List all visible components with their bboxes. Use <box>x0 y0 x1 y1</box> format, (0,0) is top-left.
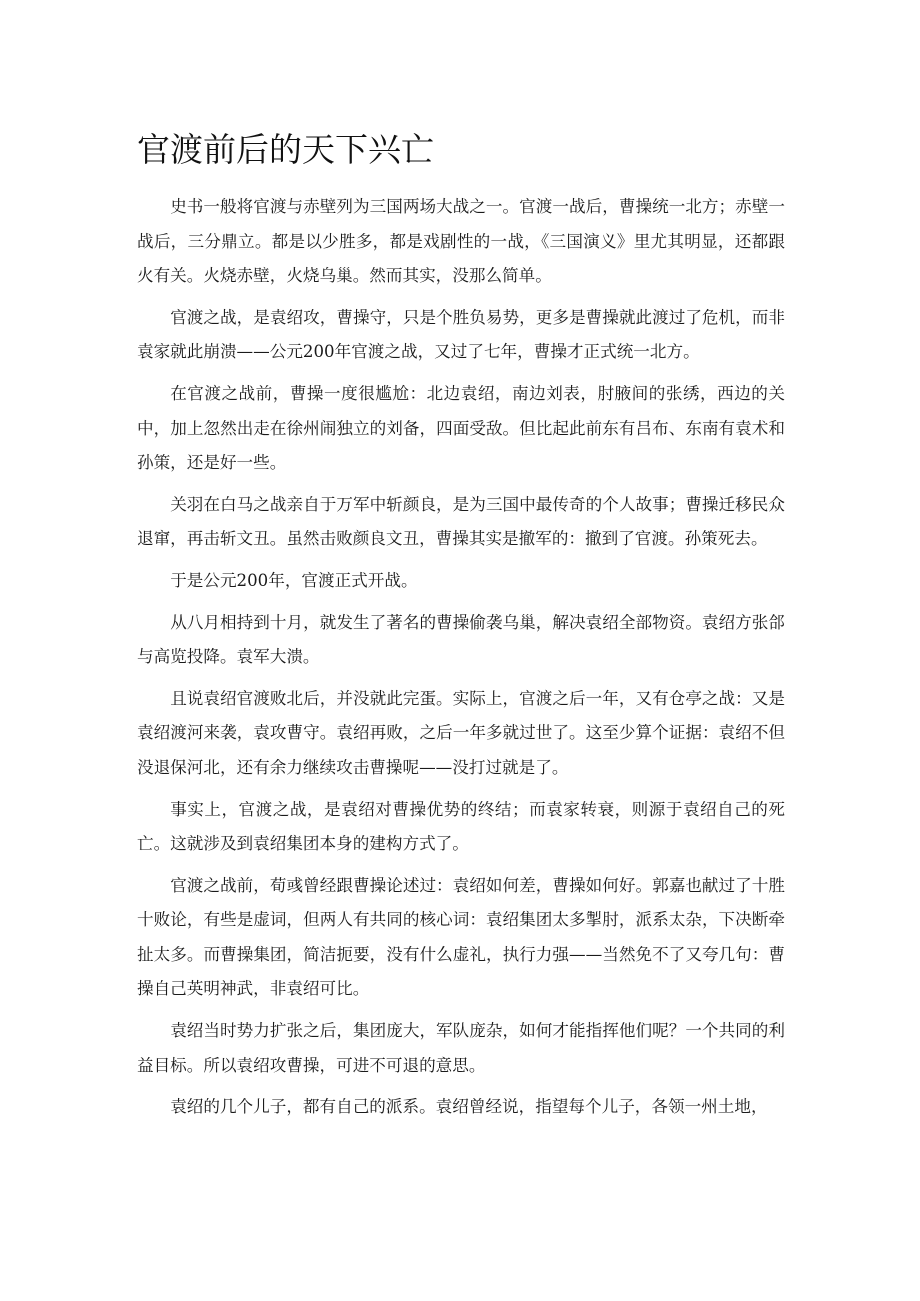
paragraph: 关羽在白马之战亲自于万军中斩颜良，是为三国中最传奇的个人故事；曹操迁移民众退窜，再击斩文丑。虽然击败颜良文丑，曹操其实是撤军的：撤到了官渡。孙策死去。 <box>137 494 785 549</box>
paragraph: 从八月相持到十月，就发生了著名的曹操偷袭乌巢，解决袁绍全部物资。袁绍方张郃与高览投降。袁军大溃。 <box>137 612 785 667</box>
paragraph: 官渡之战，是袁绍攻，曹操守，只是个胜负易势，更多是曹操就此渡过了危机，而非袁家就此崩溃——公元200年官渡之战，又过了七年，曹操才正式统一北方。 <box>137 307 785 362</box>
paragraph: 事实上，官渡之战，是袁绍对曹操优势的终结；而袁家转衰，则源于袁绍自己的死亡。这就涉及到袁绍集团本身的建构方式了。 <box>137 799 785 854</box>
paragraph: 在官渡之战前，曹操一度很尴尬：北边袁绍，南边刘表，肘腋间的张绣，西边的关中，加上忽然出走在徐州闹独立的刘备，四面受敌。但比起此前东有吕布、东南有袁术和孙策，还是好一些。 <box>137 383 785 473</box>
document-title: 官渡前后的天下兴亡 <box>137 130 434 169</box>
article-body <box>137 190 785 1132</box>
paragraph: 且说袁绍官渡败北后，并没就此完蛋。实际上，官渡之后一年，又有仓亭之战：又是袁绍渡河来袭，袁攻曹守。袁绍再败，之后一年多就过世了。这至少算个证据：袁绍不但没退保河北，还有余力继续攻击曹操呢——没打过就是了。 <box>137 688 785 777</box>
paragraph: 袁绍当时势力扩张之后，集团庞大，军队庞杂，如何才能指挥他们呢？一个共同的利益目标。所以袁绍攻曹操，可进不可退的意思。 <box>137 1021 785 1075</box>
paragraph: 袁绍的几个儿子，都有自己的派系。袁绍曾经说，指望每个儿子，各领一州土地， <box>170 1097 768 1117</box>
paragraph: 官渡之战前，荀彧曾经跟曹操论述过：袁绍如何差，曹操如何好。郭嘉也献过了十胜十败论，有些是虚词，但两人有共同的核心词：袁绍集团太多掣肘，派系太杂，下决断牵扯太多。而曹操集团，简洁扼要，没有什么虚礼，执行力强——当然免不了又夸几句：曹操自己英明神武，非袁绍可比。 <box>137 875 785 999</box>
paragraph: 史书一般将官渡与赤壁列为三国两场大战之一。官渡一战后，曹操统一北方；赤壁一战后，三分鼎立。都是以少胜多，都是戏剧性的一战，《三国演义》里尤其明显，还都跟火有关。火烧赤壁，火烧乌巢。然而其实，没那么简单。 <box>137 197 785 286</box>
paragraph: 于是公元200年，官渡正式开战。 <box>170 570 418 590</box>
